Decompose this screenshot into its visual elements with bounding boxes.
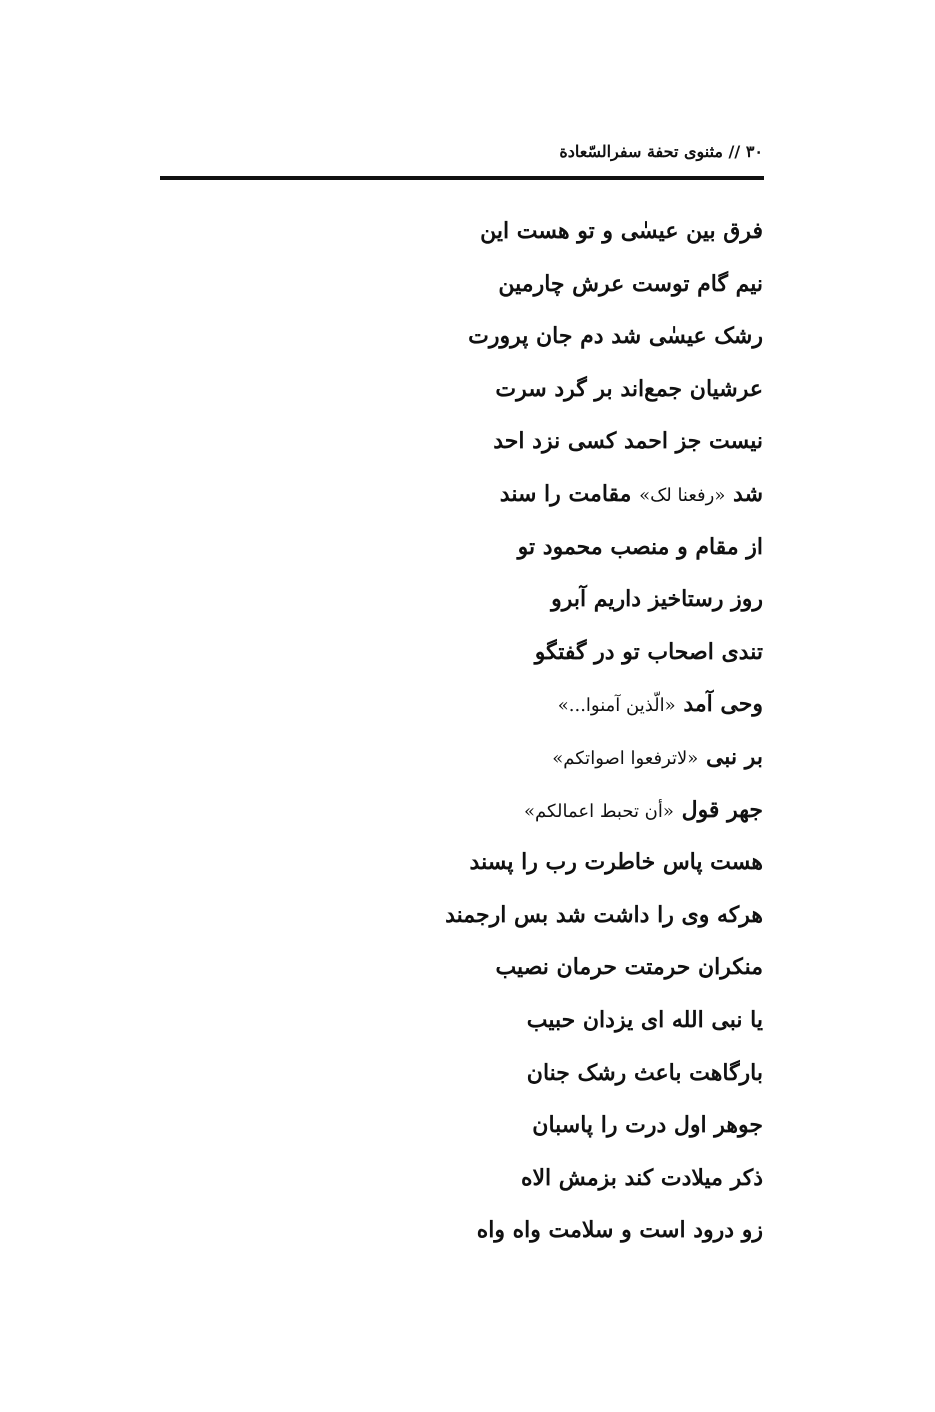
running-head: ۳۰ // مثنوی تحفة سفرالسّعادة (559, 142, 763, 161)
verse-line: زو درود است و سلامت واه واه (476, 1217, 763, 1244)
verse-line: ذکر میلادت کند بزمش الاه (520, 1164, 763, 1191)
verse-line: جوهر اول درت را پاسبان (532, 1112, 763, 1139)
verse-text: شد (725, 480, 763, 507)
verse-line: فرق بین عیسٰی و تو هست این (480, 218, 763, 244)
verse-line: منکران حرمتت حرمان نصیب (495, 954, 763, 981)
verse-text: وحی آمد (675, 691, 763, 718)
verse-line: نیم گام توست عرش چارمین (498, 270, 763, 297)
verse-line: رشک عیسٰی شد دم جان پرورت (468, 323, 763, 350)
quranic-quote: «أن تحبط اعمالکم» (524, 800, 674, 822)
verse-line: یا نبی الله ای یزدان حبیب (526, 1006, 763, 1033)
verse-line: از مقام و منصب محمود تو (517, 533, 763, 560)
verse-line (163, 678, 763, 731)
verse-line (163, 784, 763, 837)
verse-line: تندی اصحاب تو در گفتگو (534, 638, 763, 665)
verse-text: بر نبی (698, 743, 763, 770)
verse-list (163, 205, 763, 1257)
quranic-quote: «لاترفعوا اصواتکم» (552, 747, 699, 769)
verse-text: جهر قول (673, 796, 763, 823)
verse-line: نیست جز احمد کسی نزد احد (493, 428, 763, 455)
verse-line: بارگاهت باعث رشک جنان (526, 1059, 763, 1086)
verse-line: روز رستاخیز داریم آبرو (551, 586, 763, 613)
verse-line (163, 468, 763, 521)
verse-line: عرشیان جمع‌اند بر گرد سرت (495, 375, 763, 402)
verse-line (163, 731, 763, 784)
quranic-quote: «رفعنا لک» (639, 484, 726, 506)
verse-line: هست پاس خاطرت رب را پسند (469, 849, 763, 876)
verse-line: هرکه وی را داشت شد بس ارجمند (445, 901, 763, 928)
quranic-quote: «الّذین آمنوا...» (557, 695, 676, 717)
verse-text: مقامت را سند (499, 480, 640, 507)
header-rule (160, 176, 764, 180)
